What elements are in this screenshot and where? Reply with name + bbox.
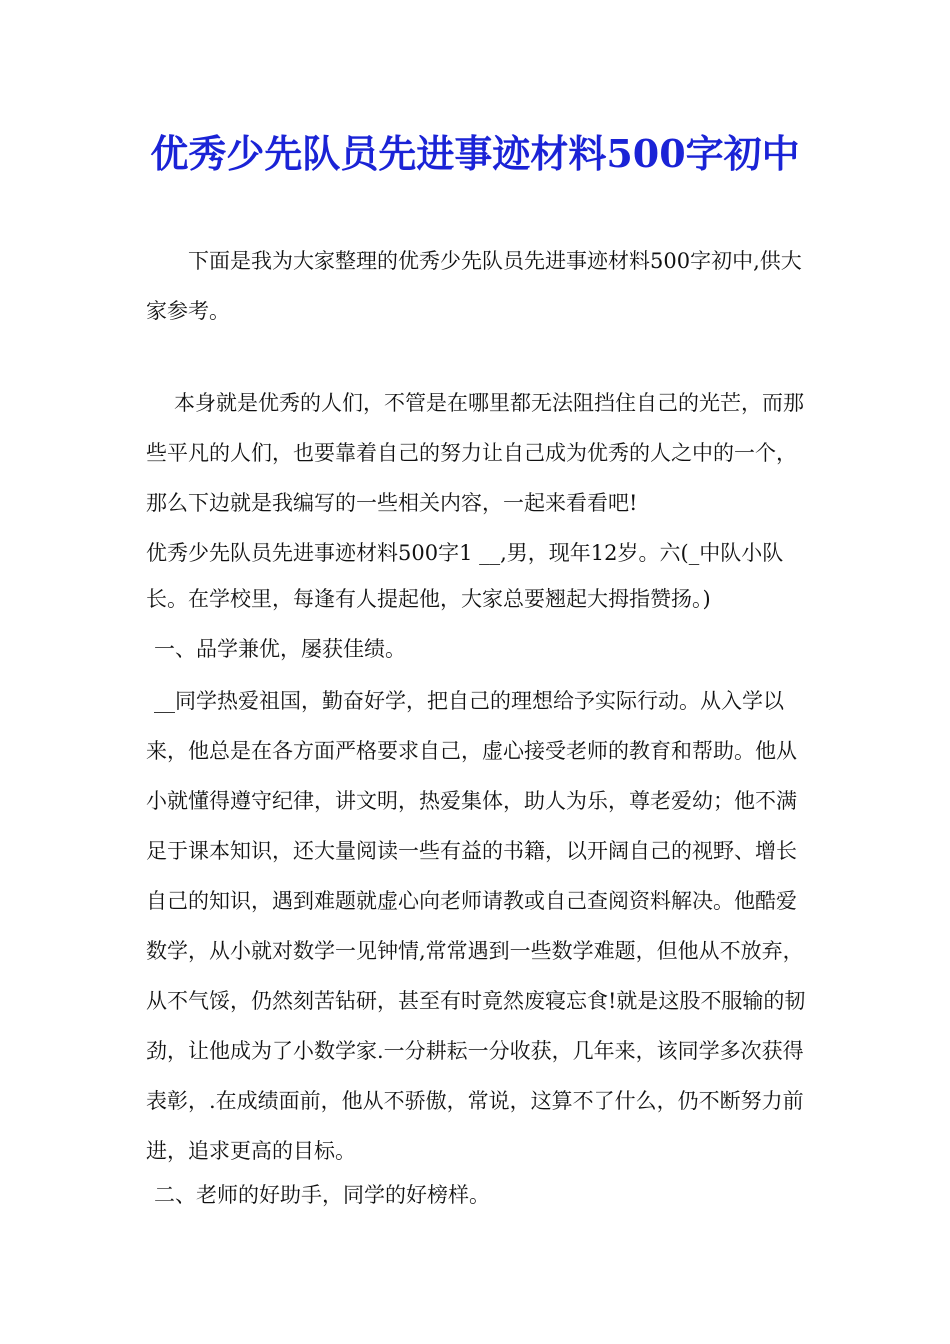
section-heading-2: 二、老师的好助手，同学的好榜样。	[154, 1183, 490, 1207]
section-body-1: __同学热爱祖国，勤奋好学，把自己的理想给予实际行动。从入学以来，他总是在各方面严格要求自己，虚心接受老师的教育和帮助。他从小就懂得遵守纪律，讲文明，热爱集体，助人为乐，尊老爱幼；他不满足于课本知识，还大量阅读一些有益的书籍，以开阔自己的视野、增长自己的知识，遇到难题就虚心向老师请教或自己查阅资料解决。他酷爱数学，从小就对数学一见钟情,常常遇到一些数学难题，但他从不放弃，从不气馁，仍然刻苦钻研，甚至有时竟然废寝忘食!就是这股不服输的韧劲，让他成为了小数学家.一分耕耘一分收获，几年来，该同学多次获得表彰，.在成绩面前，他从不骄傲，常说，这算不了什么，仍不断努力前进，追求更高的目标。	[146, 689, 806, 1163]
student-info-paragraph: 优秀少先队员先进事迹材料500字1 __,男，现年12岁。六(_中队小队长。在学校里，每逢有人提起他，大家总要翘起大拇指赞扬。)	[146, 541, 784, 611]
opening-paragraph: 本身就是优秀的人们，不管是在哪里都无法阻挡住自己的光芒，而那些平凡的人们，也要靠着自己的努力让自己成为优秀的人之中的一个，那么下边就是我编写的一些相关内容，一起来看看吧!	[146, 391, 804, 515]
section-heading-1: 一、品学兼优，屡获佳绩。	[154, 637, 406, 661]
document-title: 优秀少先队员先进事迹材料500字初中	[150, 131, 800, 176]
intro-paragraph: 下面是我为大家整理的优秀少先队员先进事迹材料500字初中,供大家参考。	[146, 249, 802, 323]
